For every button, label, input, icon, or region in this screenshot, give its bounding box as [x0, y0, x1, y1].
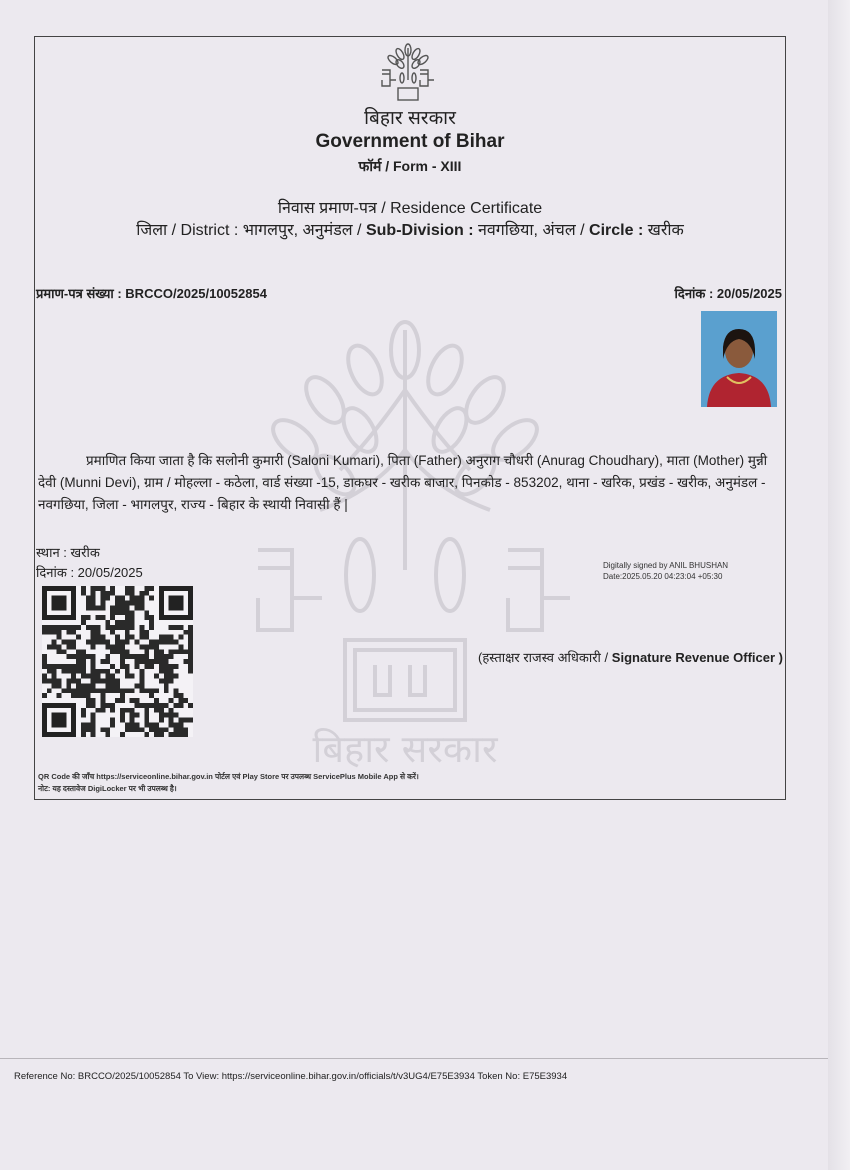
reference-line: Reference No: BRCCO/2025/10052854 To View: https://serviceonline.bihar.gov.in/officials/t/v3UG4/E75E3934 Token No: E75E3934: [14, 1071, 568, 1082]
qr-code-icon: [40, 586, 195, 737]
digital-signature-name: Digitally signed by ANIL BHUSHAN: [603, 561, 729, 570]
hindi-government-title: बिहार सरकार: [364, 108, 456, 129]
circle-value: खरीक: [647, 222, 684, 239]
issue-date: दिनांक : 20/05/2025: [36, 565, 143, 580]
certificate-title: निवास प्रमाण-पत्र / Residence Certificate: [277, 200, 543, 217]
form-number: फॉर्म / Form - XIII: [358, 158, 462, 174]
digital-signature-date: Date:2025.05.20 04:23:04 +05:30: [603, 572, 723, 581]
district-value: भागलपुर, अनुमंडल /: [242, 222, 362, 239]
issue-place: स्थान : खरीक: [36, 545, 100, 560]
applicant-photo: [701, 311, 777, 407]
officer-hindi: (हस्ताक्षर राजस्व अधिकारी /: [478, 650, 609, 665]
district-label: जिला / District :: [136, 222, 239, 239]
certificate-number: प्रमाण-पत्र संख्या : BRCCO/2025/10052854: [36, 286, 267, 301]
footer-divider: [0, 1058, 828, 1059]
subdivision-value: नवगछिया, अंचल /: [477, 222, 585, 239]
certificate-date: दिनांक : 20/05/2025: [674, 286, 782, 301]
qr-verification-note: QR Code की जाँच https://serviceonline.bihar.gov.in पोर्टल एवं Play Store पर उपलब्ध ServicePlus Mobile App से करें।: [38, 772, 419, 781]
district-line: [34, 218, 786, 240]
subdivision-label: Sub-Division :: [365, 222, 474, 239]
officer-english: Signature Revenue Officer ): [611, 650, 783, 665]
signature-officer-line: [478, 648, 783, 666]
digital-signature: [603, 560, 728, 582]
bodhi-tree-watermark-icon: [240, 310, 570, 780]
government-title: Government of Bihar: [315, 131, 505, 152]
certificate-body: प्रमाणित किया जाता है कि सलोनी कुमारी (Saloni Kumari), पिता (Father) अनुराग चौधरी (Anurag Choudhary), माता (Mother) मुन्नी देवी (Munni Devi), ग्राम / मोहल्ला - कठेला, वार्ड संख्या -15, डाकघर - खरीक बाजार, पिनकोड - 853202, थाना - खरिक, प्रखंड - खरीक, अनुमंडल - नवगछिया, जिला - भागलपुर, राज्य - बिहार के स्थायी निवासी हैं |: [38, 453, 768, 512]
watermark-text: बिहार सरकार: [312, 727, 498, 771]
paper-edge: [828, 0, 850, 1170]
digilocker-note: नोट: यह दस्तावेज DigiLocker पर भी उपलब्ध है।: [38, 784, 177, 793]
circle-label: Circle :: [589, 222, 644, 239]
bihar-emblem-icon: [376, 40, 440, 104]
